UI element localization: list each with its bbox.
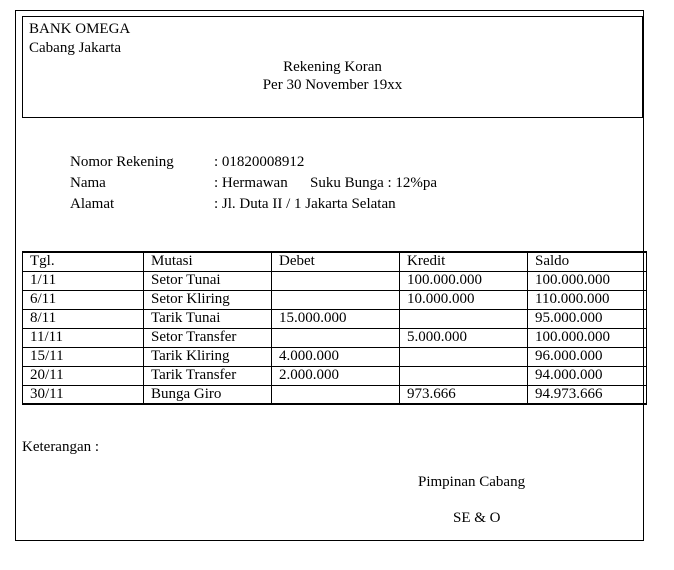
cell-mutation: Setor Transfer — [144, 328, 272, 347]
column-header-debit: Debet — [272, 252, 400, 271]
table-row — [23, 347, 647, 366]
cell-date: 11/11 — [23, 328, 144, 347]
cell-balance: 94.000.000 — [528, 366, 647, 385]
column-header-date: Tgl. — [23, 252, 144, 271]
statement-date: Per 30 November 19xx — [262, 77, 403, 93]
cell-debit — [272, 328, 400, 347]
cell-credit: 973.666 — [400, 385, 528, 404]
cell-balance: 100.000.000 — [528, 328, 647, 347]
account-address-label: Alamat — [70, 196, 115, 212]
cell-date: 30/11 — [23, 385, 144, 404]
cell-balance: 95.000.000 — [528, 309, 647, 328]
cell-date: 8/11 — [23, 309, 144, 328]
cell-debit — [272, 385, 400, 404]
cell-date: 15/11 — [23, 347, 144, 366]
table-row — [23, 328, 647, 347]
interest-rate: Suku Bunga : 12%pa — [310, 175, 438, 191]
table-row — [23, 385, 647, 404]
column-header-balance: Saldo — [528, 252, 647, 271]
cell-balance: 94.973.666 — [528, 385, 647, 404]
cell-debit: 4.000.000 — [272, 347, 400, 366]
signer-mark: SE & O — [453, 510, 501, 526]
cell-mutation: Tarik Kliring — [144, 347, 272, 366]
account-number-value: : 01820008912 — [214, 154, 305, 170]
cell-credit — [400, 347, 528, 366]
cell-mutation: Tarik Tunai — [144, 309, 272, 328]
cell-date: 6/11 — [23, 290, 144, 309]
bank-name: BANK OMEGA — [29, 21, 131, 37]
cell-mutation: Bunga Giro — [144, 385, 272, 404]
transaction-table — [22, 251, 647, 405]
cell-balance: 100.000.000 — [528, 271, 647, 290]
cell-credit — [400, 366, 528, 385]
cell-mutation: Setor Kliring — [144, 290, 272, 309]
column-header-mutation: Mutasi — [144, 252, 272, 271]
cell-debit: 15.000.000 — [272, 309, 400, 328]
statement-title: Rekening Koran — [283, 59, 382, 75]
cell-credit: 100.000.000 — [400, 271, 528, 290]
table-row — [23, 366, 647, 385]
table-row — [23, 309, 647, 328]
account-name-label: Nama — [70, 175, 106, 191]
cell-mutation: Tarik Transfer — [144, 366, 272, 385]
cell-mutation: Setor Tunai — [144, 271, 272, 290]
cell-credit — [400, 309, 528, 328]
cell-credit: 5.000.000 — [400, 328, 528, 347]
notes-label: Keterangan : — [22, 439, 100, 455]
cell-credit: 10.000.000 — [400, 290, 528, 309]
table-row — [23, 290, 647, 309]
signer-title: Pimpinan Cabang — [418, 474, 526, 490]
cell-date: 20/11 — [23, 366, 144, 385]
cell-balance: 110.000.000 — [528, 290, 647, 309]
cell-balance: 96.000.000 — [528, 347, 647, 366]
account-address-value: : Jl. Duta II / 1 Jakarta Selatan — [214, 196, 396, 212]
table-row — [23, 271, 647, 290]
cell-debit — [272, 271, 400, 290]
cell-debit — [272, 290, 400, 309]
branch-name: Cabang Jakarta — [29, 40, 122, 56]
table-header-row — [23, 252, 647, 271]
account-name-value: : Hermawan — [214, 175, 288, 191]
cell-date: 1/11 — [23, 271, 144, 290]
cell-debit: 2.000.000 — [272, 366, 400, 385]
column-header-credit: Kredit — [400, 252, 528, 271]
account-number-label: Nomor Rekening — [70, 154, 174, 170]
